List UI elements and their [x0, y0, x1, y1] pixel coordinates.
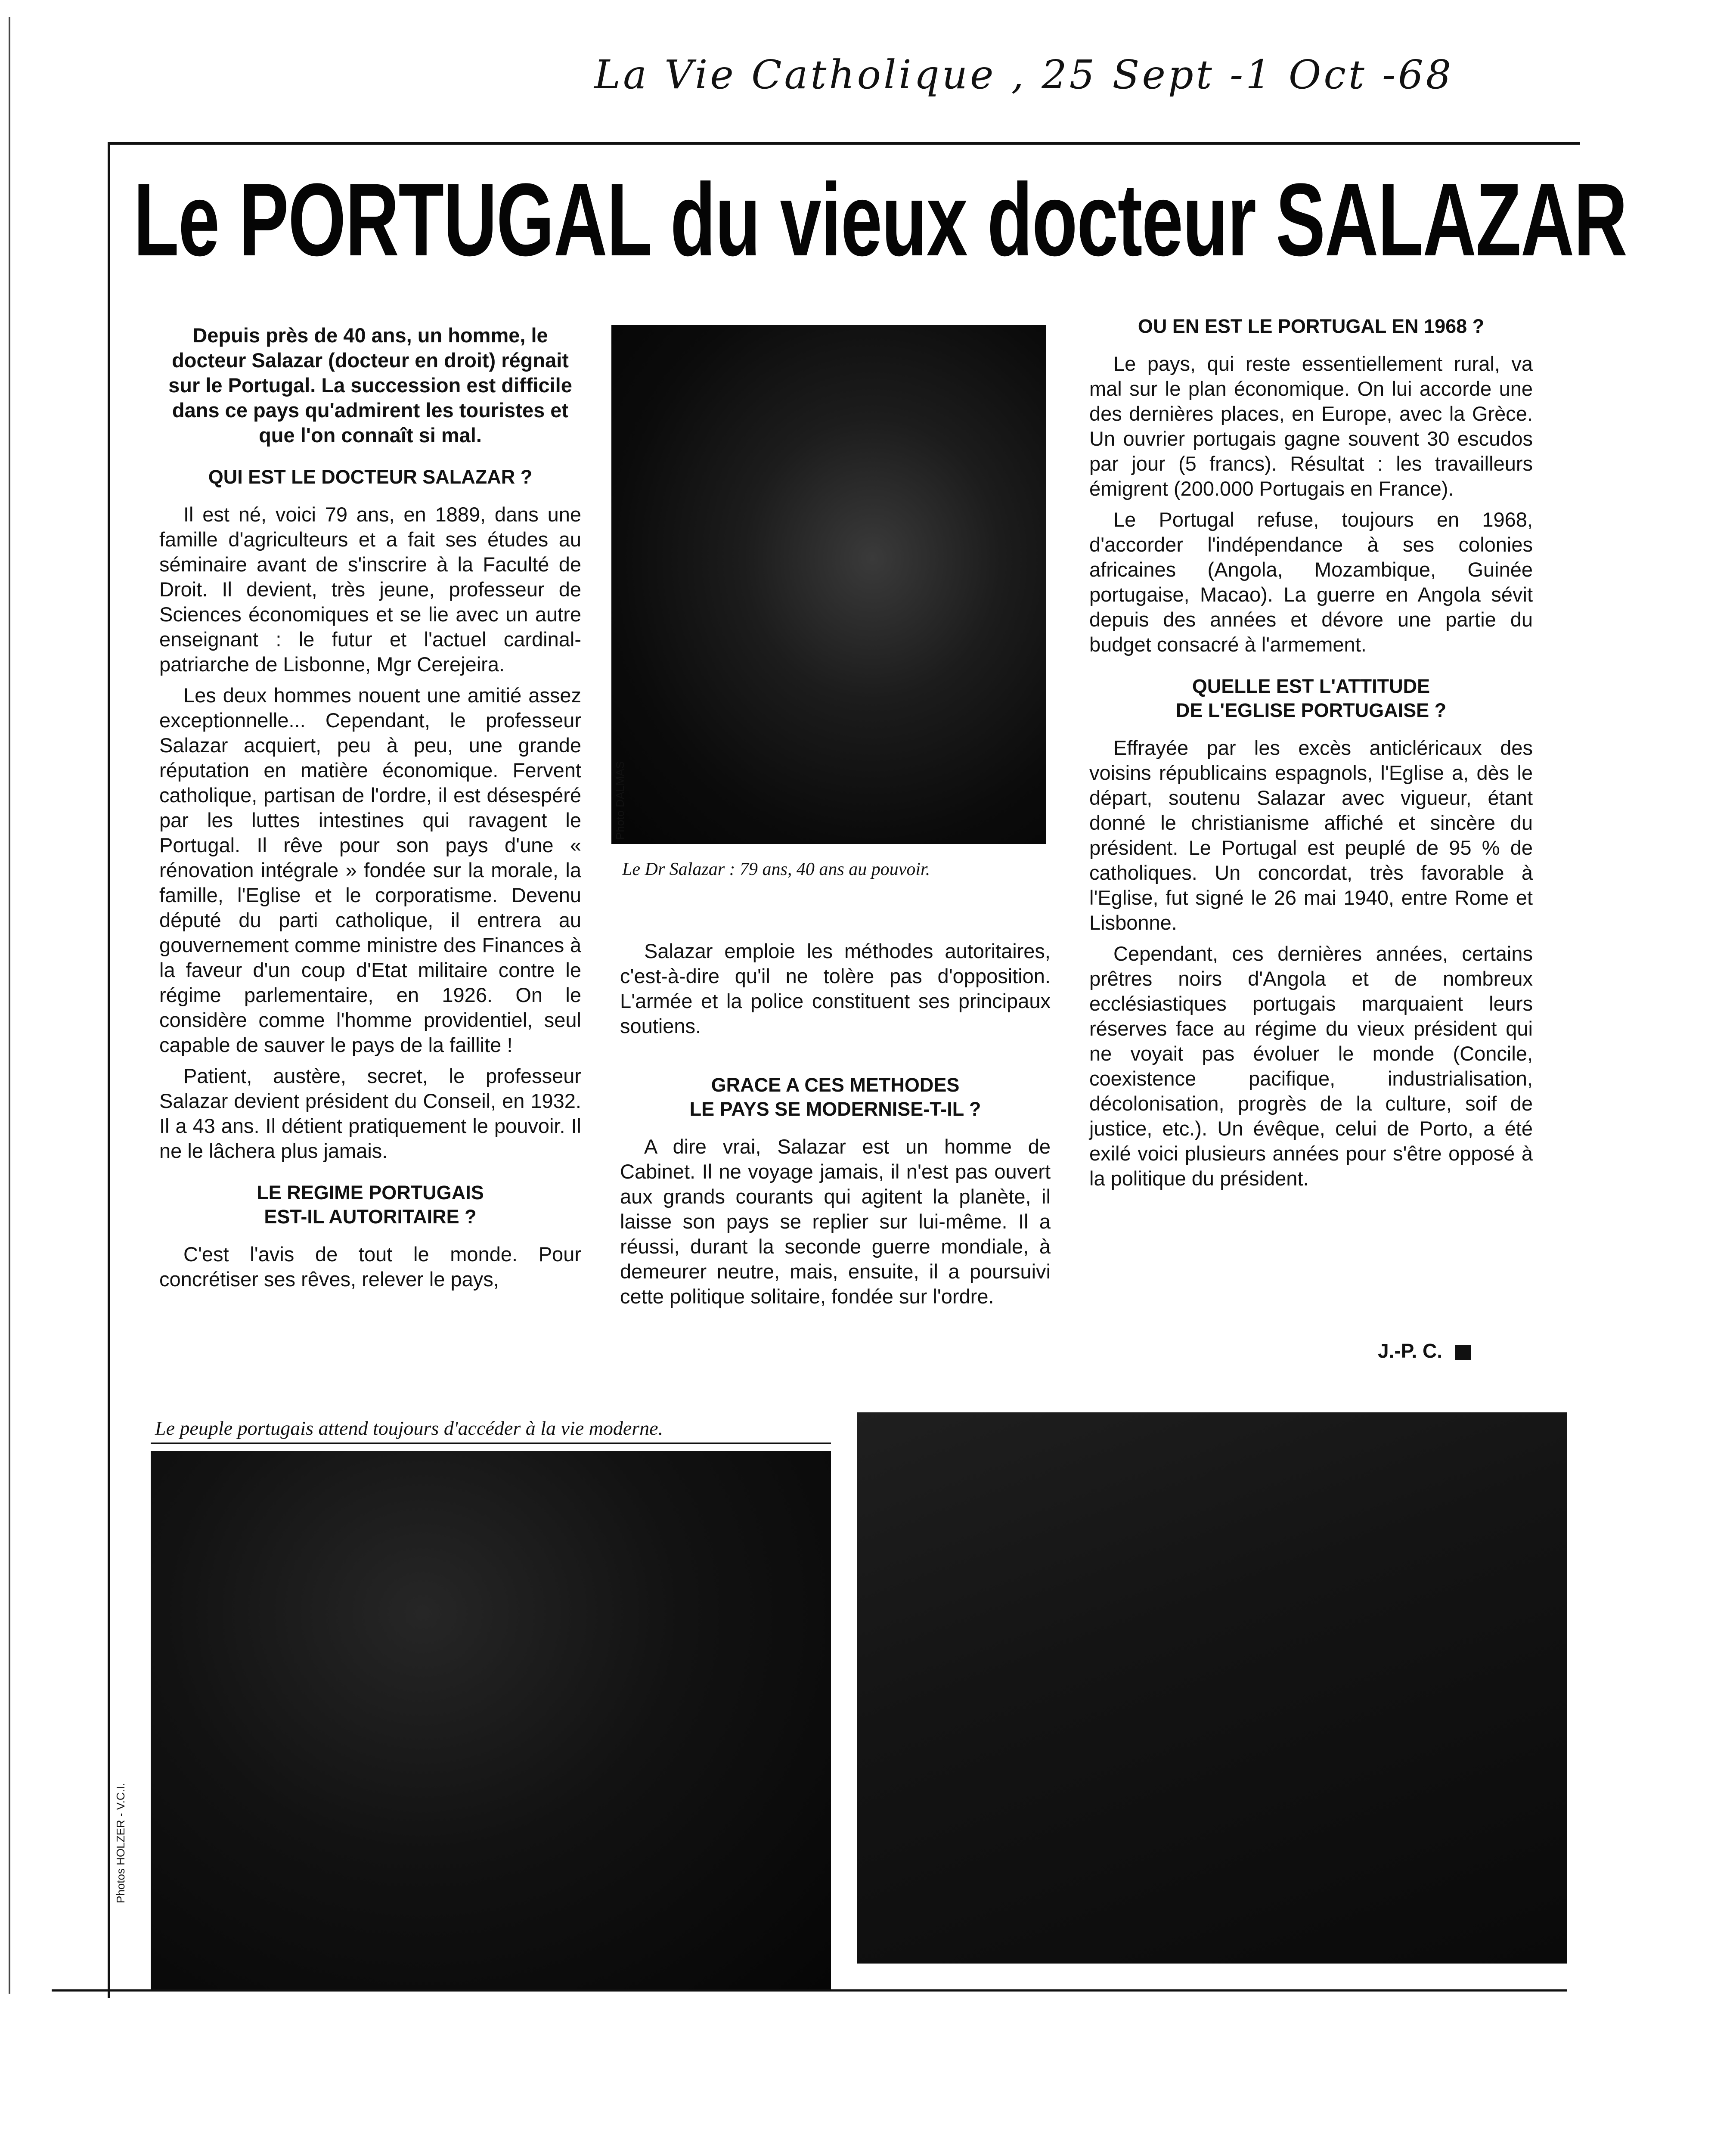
salazar-portrait-photo — [611, 325, 1046, 844]
portrait-caption: Le Dr Salazar : 79 ans, 40 ans au pouvoir. — [622, 859, 930, 879]
top-rule — [108, 142, 1580, 145]
paragraph: Le pays, qui reste essentiellement rural, va mal sur le plan économique. On lui accorde une des dernières places, en Europe, avec la Grèce. Un ouvrier portugais gagne souvent 30 escudos par jour (5 francs). Résultat : les travailleurs émigrent (200.000 Portugais en France). — [1089, 352, 1533, 500]
left-rule — [108, 142, 110, 1998]
bottom-rule — [52, 1989, 1567, 1992]
heading-eglise: QUELLE EST L'ATTITUDE DE L'EGLISE PORTUGAISE ? — [1175, 675, 1447, 721]
intro-paragraph: Depuis près de 40 ans, un homme, le docteur Salazar (docteur en droit) régnait sur le Portugal. La succession est difficile dans ce pays qu'admirent les touristes et que l'on connaît si mal. — [168, 324, 572, 447]
heading-ou-en-est: OU EN EST LE PORTUGAL EN 1968 ? — [1138, 315, 1485, 337]
heading-qui-est: QUI EST LE DOCTEUR SALAZAR ? — [208, 466, 533, 488]
paragraph: Patient, austère, secret, le professeur Salazar devient président du Conseil, en 1932. Il a 43 ans. Il détient pratiquement le pouvoir. Il ne le lâchera plus jamais. — [159, 1064, 581, 1162]
column-1 — [159, 323, 581, 1298]
bottom-right-photo — [857, 1412, 1567, 1964]
paragraph: A dire vrai, Salazar est un homme de Cabinet. Il ne voyage jamais, il n'est pas ouvert aux grands courants qui agitent la planète, il laisse son pays se replier sur lui-même. Il a réussi, durant la seconde guerre mondiale, à demeurer neutre, mais, ensuite, il a poursuivi cette politique solitaire, fondée sur l'ordre. — [620, 1135, 1051, 1308]
bottom-photo-credit: Photos HOLZER - V.C.I. — [114, 1783, 127, 1903]
heading-regime: LE REGIME PORTUGAIS EST-IL AUTORITAIRE ? — [257, 1182, 484, 1228]
paragraph: Cependant, ces dernières années, certains prêtres noirs d'Angola et de nombreux ecclésiastiques portugais marquaient leurs réserves face au régime du vieux président qui ne voyait pas évoluer le monde (Concile, coexistence pacifique, industrialisation, décolonisation, progrès de la culture, soif de justice, etc.). Un évêque, celui de Porto, a été exilé voici plusieurs années pour s'être opposé à la politique du président. — [1089, 942, 1533, 1190]
paragraph: Salazar emploie les méthodes autoritaires, c'est-à-dire qu'il ne tolère pas d'opposition. L'armée et la police constituent ses principaux soutiens. — [620, 940, 1051, 1037]
paragraph: Le Portugal refuse, toujours en 1968, d'accorder l'indépendance à ses colonies africaines (Angola, Mozambique, Guinée portugaise, Macao). La guerre en Angola sévit depuis des années et dévore une partie du budget consacré à l'armement. — [1089, 508, 1533, 656]
paragraph: Effrayée par les excès anticléricaux des voisins républicains espagnols, l'Eglise a, dès le départ, soutenu Salazar avec vigueur, étant donné le christianisme affiché et sincère du président. Le Portugal est peuplé de 95 % de catholiques. Un concordat, très favorable à l'Eglise, fut signé le 26 mai 1940, entre Rome et Lisbonne. — [1089, 736, 1533, 934]
paragraph: Il est né, voici 79 ans, en 1889, dans une famille d'agriculteurs et a fait ses études au séminaire avant de s'inscrire à la Faculté de Droit. Il devient, très jeune, professeur de Sciences économiques et se lie avec un autre enseignant : le futur et l'actuel cardinal-patriarche de Lisbonne, Mgr Cerejeira. — [159, 503, 581, 676]
column-3 — [1089, 310, 1533, 1197]
column-2 — [620, 939, 1051, 1315]
heading-methodes: GRACE A CES METHODES LE PAYS SE MODERNISE-T-IL ? — [689, 1074, 981, 1120]
bottom-left-photo — [151, 1451, 831, 1989]
handwritten-annotation: La Vie Catholique , 25 Sept -1 Oct -68 — [594, 52, 1454, 98]
caption-underline — [151, 1443, 831, 1444]
bottom-caption: Le peuple portugais attend toujours d'accéder à la vie moderne. — [155, 1417, 663, 1439]
page-left-edge — [9, 17, 10, 1994]
signature-text: J.-P. C. — [1378, 1340, 1442, 1362]
end-mark — [1455, 1345, 1471, 1360]
author-signature — [1378, 1339, 1471, 1362]
photo-credit: Photo DALMAS — [614, 761, 626, 840]
paragraph: Les deux hommes nouent une amitié assez exceptionnelle... Cependant, le professeur Salazar acquiert, peu à peu, une grande réputation en matière économique. Fervent catholique, partisan de l'ordre, il est désespéré par les luttes intestines qui ravagent le Portugal. Il rêve pour son pays d'une « rénovation intégrale » fondée sur la morale, la famille, l'Eglise et le corporatisme. Devenu député du parti catholique, il entrera au gouvernement comme ministre des Finances à la faveur d'un coup d'Etat militaire contre le régime parlementaire, en 1926. On le considère comme l'homme providentiel, seul capable de sauver le pays de la faillite ! — [159, 684, 581, 1056]
headline: Le PORTUGAL du vieux docteur SALAZAR — [133, 162, 1627, 277]
paragraph: C'est l'avis de tout le monde. Pour concrétiser ses rêves, relever le pays, — [159, 1243, 581, 1291]
